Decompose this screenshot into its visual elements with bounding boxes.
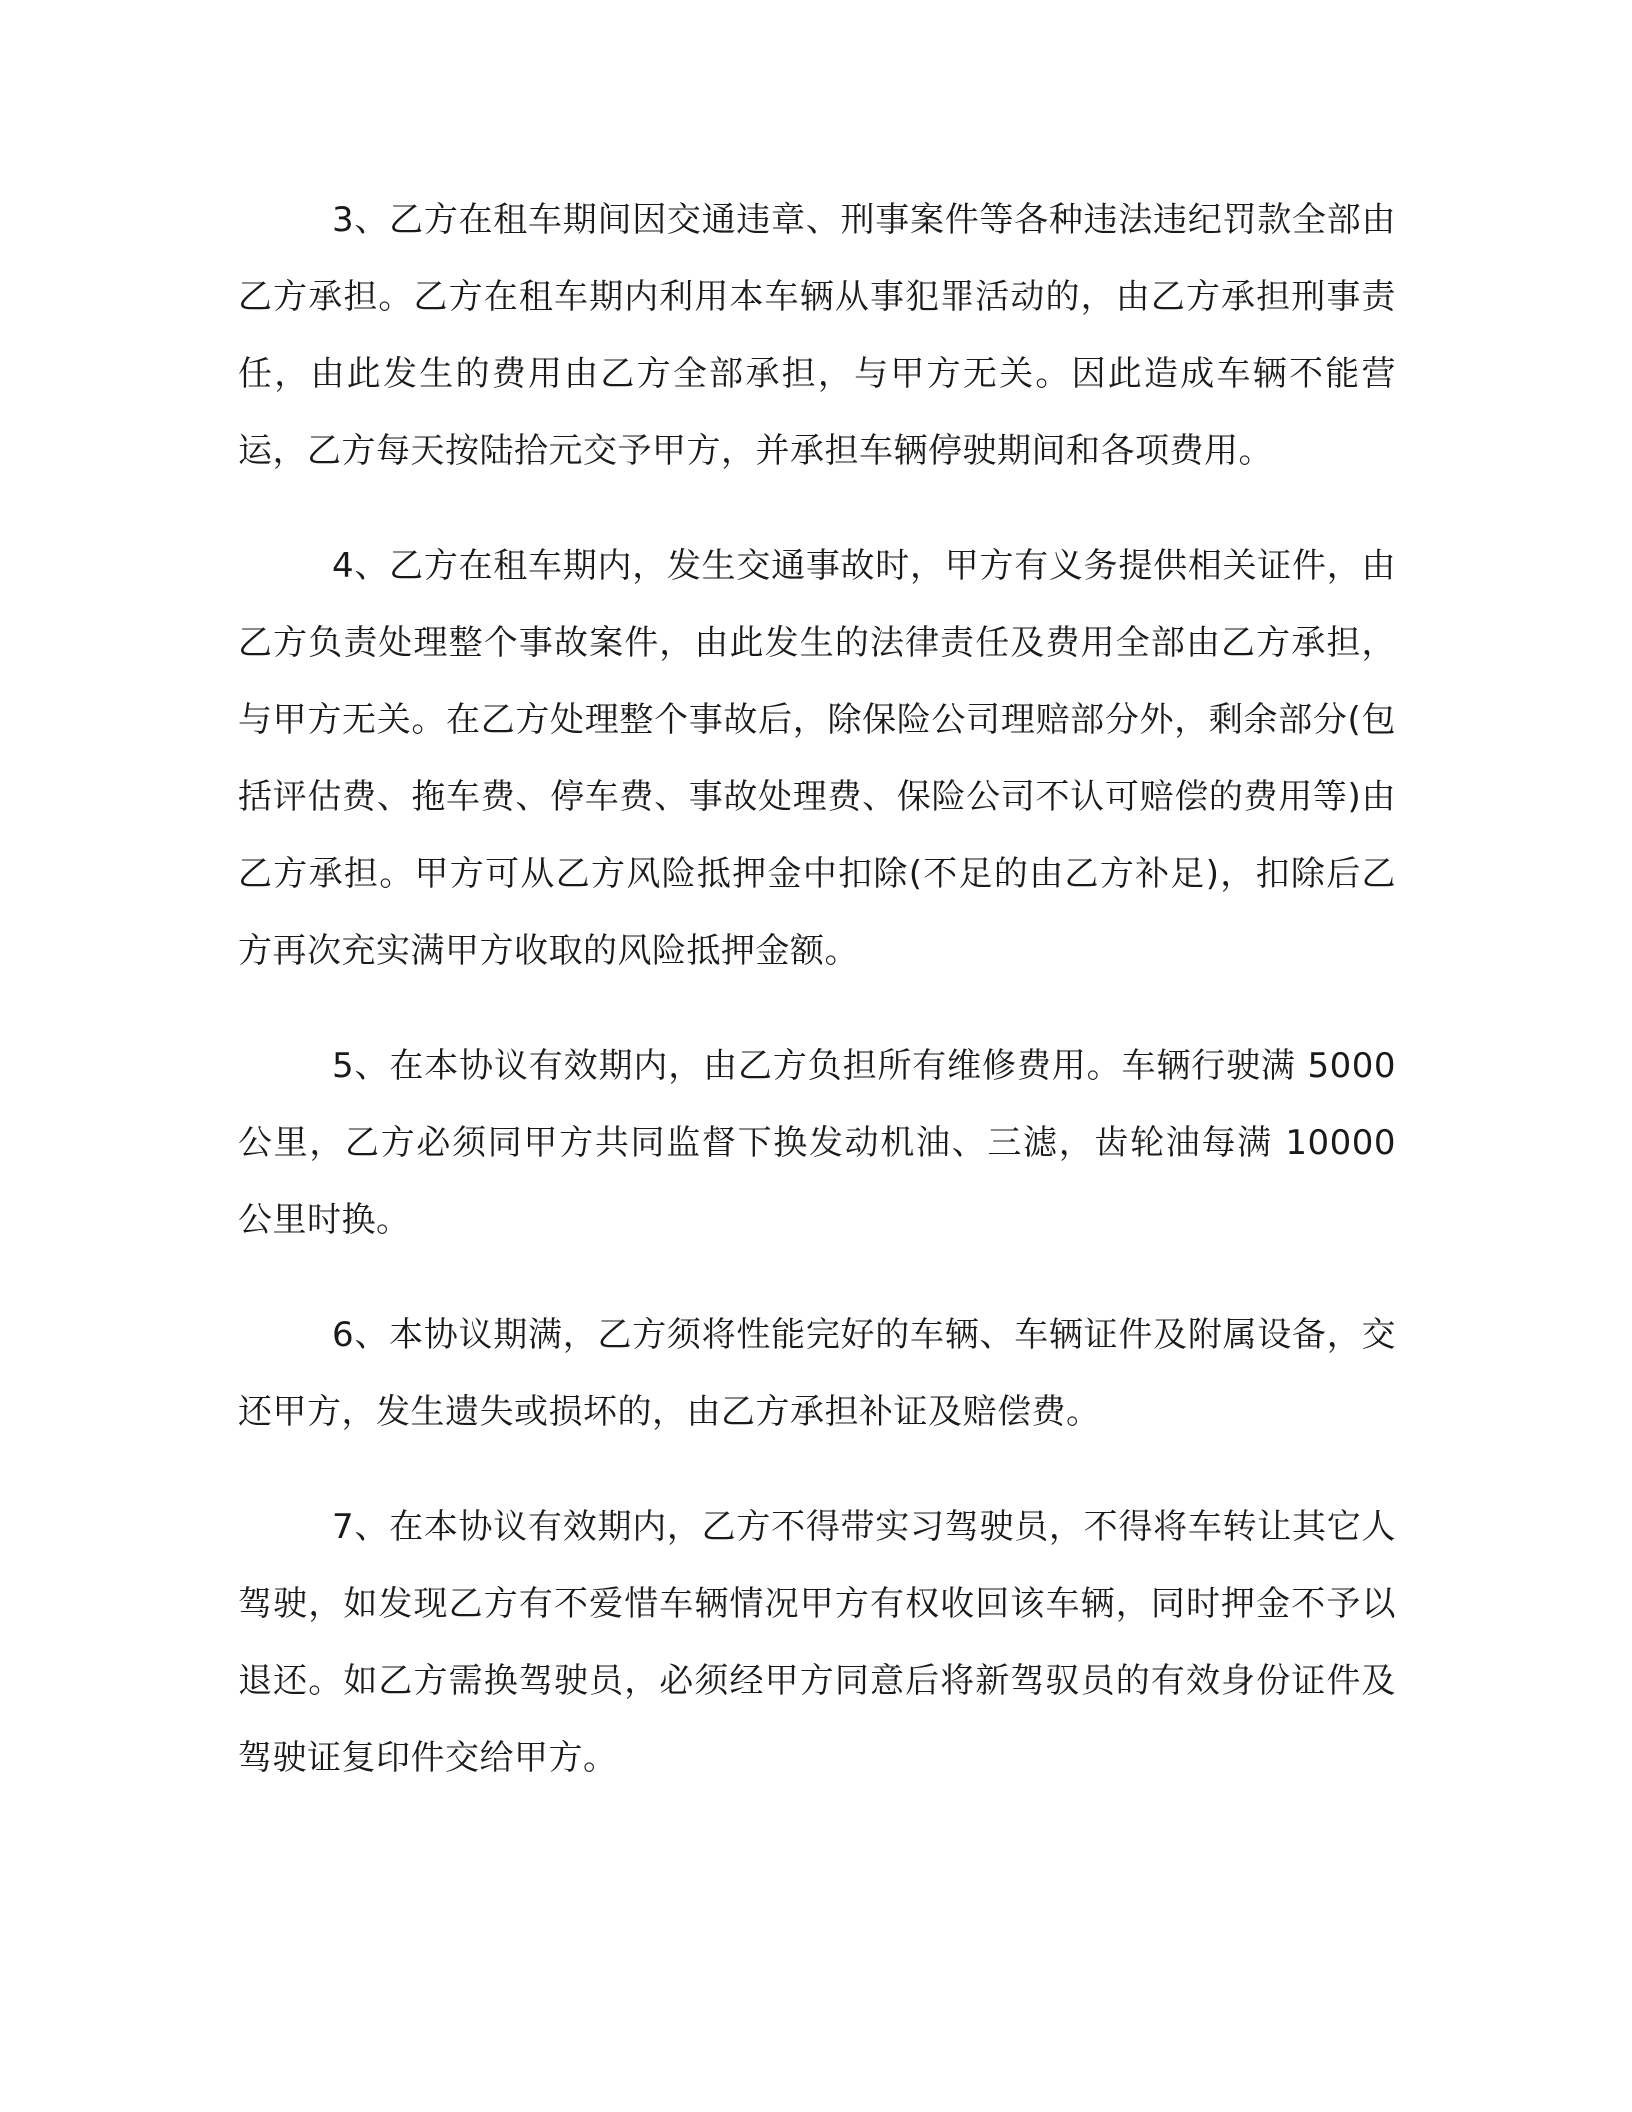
clause-3: 3、乙方在租车期间因交通违章、刑事案件等各种违法违纪罚款全部由乙方承担。乙方在租车期内利用本车辆从事犯罪活动的，由乙方承担刑事责任，由此发生的费用由乙方全部承担，与甲方无关。因此造成车辆不能营运，乙方每天按陆拾元交予甲方，并承担车辆停驶期间和各项费用。 [238,200,1396,471]
document-body [238,182,1396,1797]
clause-6: 6、本协议期满，乙方须将性能完好的车辆、车辆证件及附属设备，交还甲方，发生遗失或损坏的，由乙方承担补证及赔偿费。 [238,1315,1396,1432]
clause-4: 4、乙方在租车期内，发生交通事故时，甲方有义务提供相关证件，由乙方负责处理整个事故案件，由此发生的法律责任及费用全部由乙方承担，与甲方无关。在乙方处理整个事故后，除保险公司理赔部分外，剩余部分(包括评估费、拖车费、停车费、事故处理费、保险公司不认可赔偿的费用等)由乙方承担。甲方可从乙方风险抵押金中扣除(不足的由乙方补足)，扣除后乙方再次充实满甲方收取的风险抵押金额。 [238,546,1396,971]
clause-7: 7、在本协议有效期内，乙方不得带实习驾驶员，不得将车转让其它人驾驶，如发现乙方有不爱惜车辆情况甲方有权收回该车辆，同时押金不予以退还。如乙方需换驾驶员，必须经甲方同意后将新驾驭员的有效身份证件及驾驶证复印件交给甲方。 [238,1507,1396,1778]
clause-5: 5、在本协议有效期内，由乙方负担所有维修费用。车辆行驶满 5000 公里，乙方必须同甲方共同监督下换发动机油、三滤，齿轮油每满 10000 公里时换。 [238,1046,1396,1240]
